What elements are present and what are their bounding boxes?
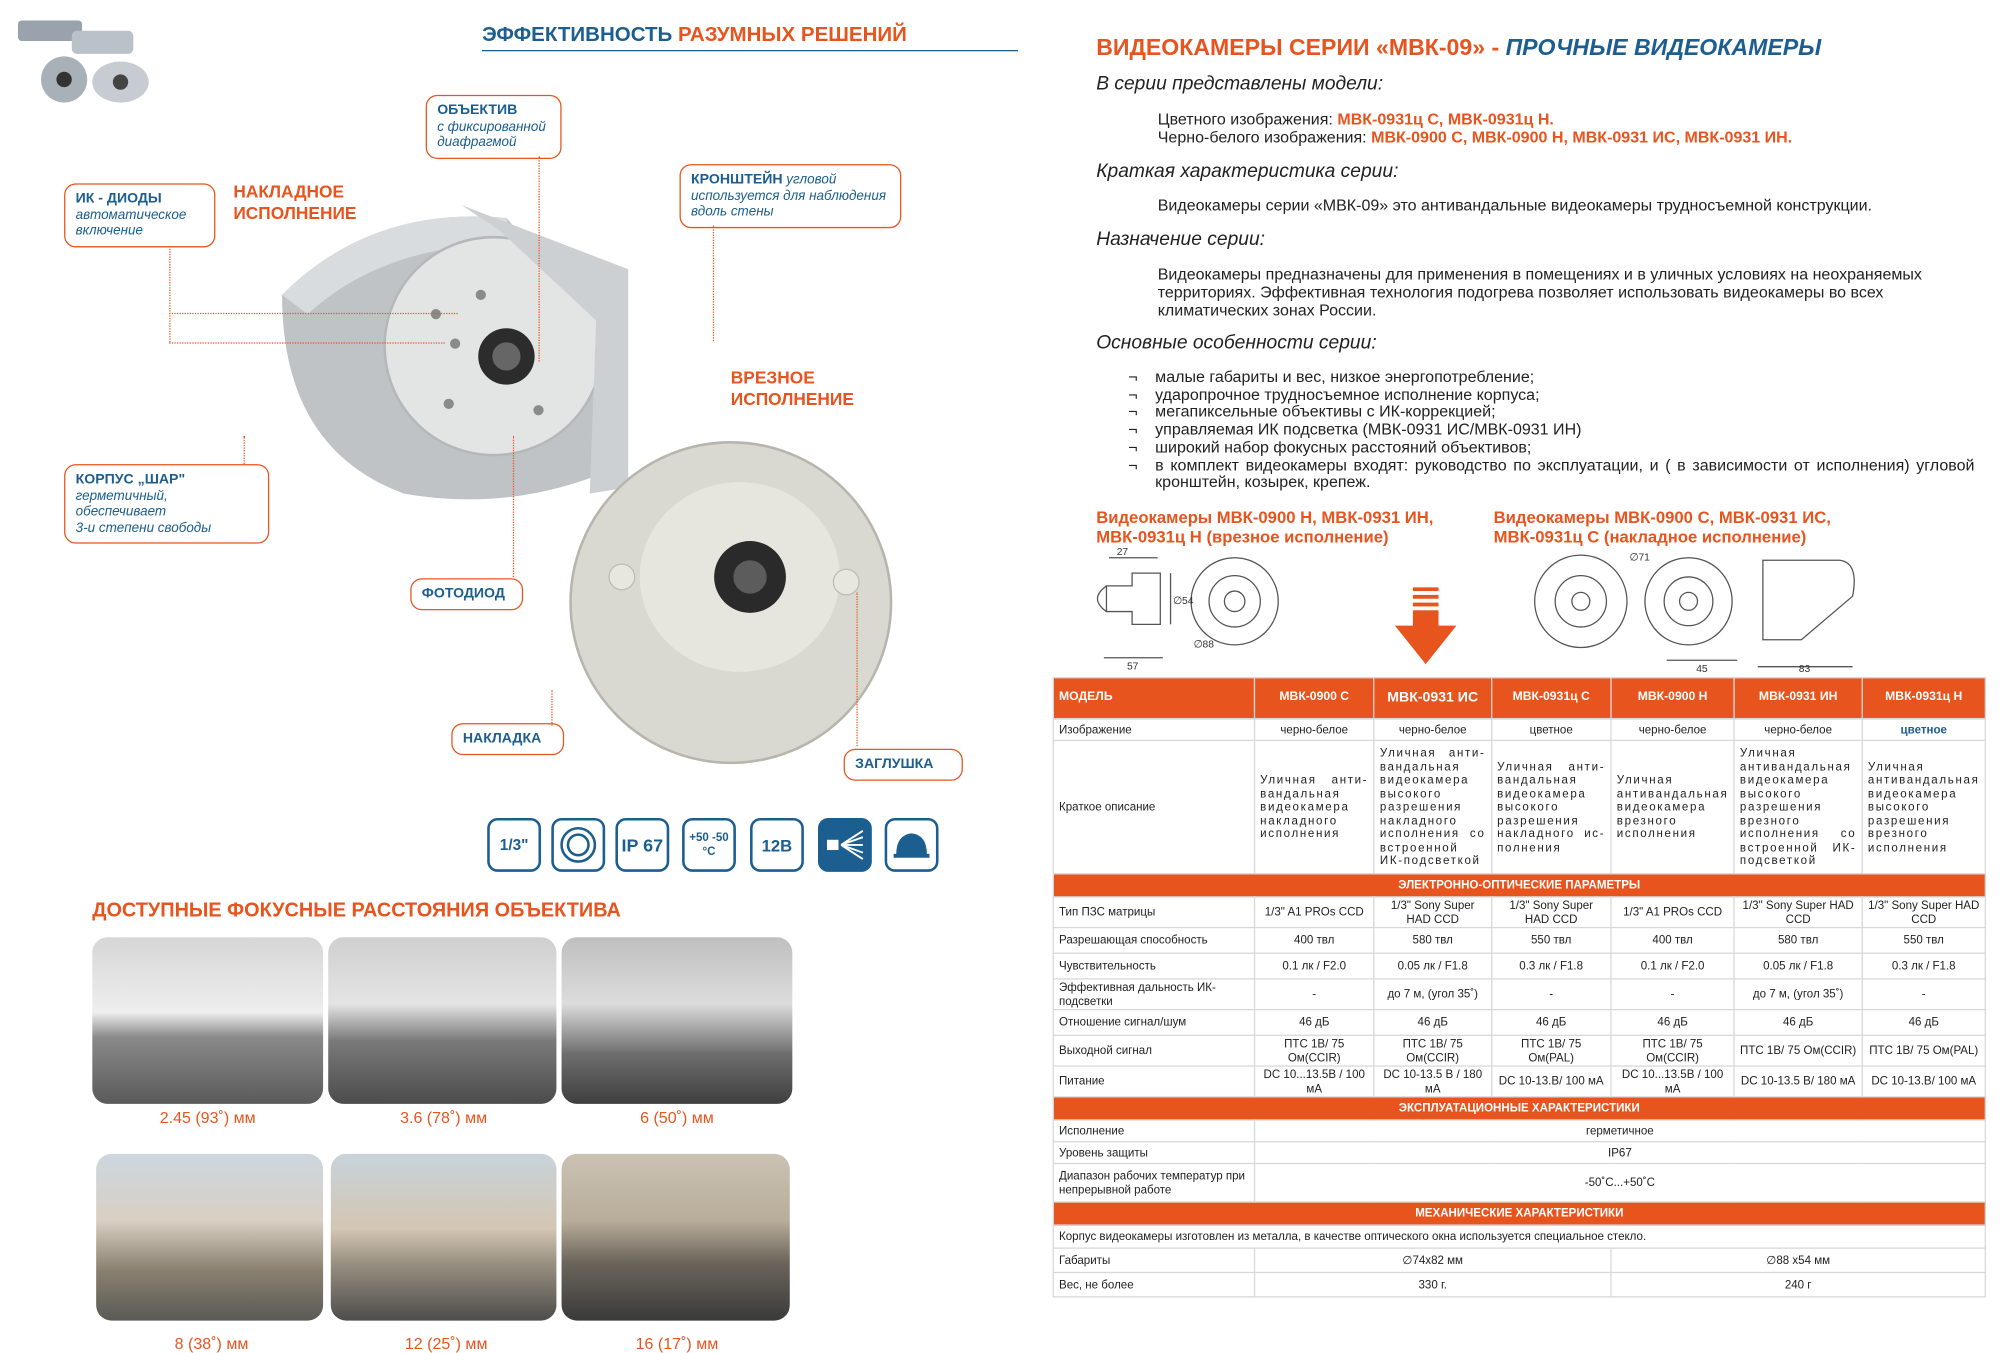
leader-ir-2 [169,313,457,314]
feature-text: малые габариты и вес, низкое энергопотребление; [1155,367,1535,386]
drawing-left-title-line1: Видеокамеры МВК-0900 Н, МВК-0931 ИН, [1096,507,1434,527]
table-cell: DC 10-13.5 В/ 180 мА [1734,1066,1862,1097]
table-cell: DC 10...13.5В / 100 мА [1254,1066,1374,1097]
bullet-icon: ¬ [1128,420,1138,439]
table-cell: 1/3" A1 PROs CCD [1611,897,1734,928]
callout-objective [426,95,562,158]
table-cell: - [1254,979,1374,1010]
focal-photo-1 [92,937,323,1104]
table-row [1053,1120,1985,1142]
callout-bracket-sub3: вдоль стены [691,203,774,220]
table-cell: Уличная анти-вандальная видеокамера высокого разрешения накладного ис-полнения [1491,740,1611,873]
label-nakladnoe-line1: НАКЛАДНОЕ [233,182,345,202]
callout-ir-sub1: автоматическое [75,207,187,223]
leader-ir-3 [169,342,445,343]
dim-depth: 27 [1116,547,1129,559]
table-cell: цветное [1862,719,1985,741]
table-cell: Уличная антивандальная видеокамера врезного исполнения [1611,740,1734,873]
row-label: Разрешающая способность [1053,928,1254,954]
table-cell: 580 твл [1734,928,1862,954]
technical-drawings [1083,545,1865,673]
table-cell: 240 г [1611,1272,1985,1296]
left-title-part1: ЭФФЕКТИВНОСТЬ [482,24,673,47]
left-title [482,24,907,47]
feature-text: широкий набор фокусных расстояний объективов; [1155,438,1532,457]
bullet-icon: ¬ [1128,438,1138,457]
feature-item [1128,369,1974,387]
table-cell: ПТС 1В/ 75 Ом(PAL) [1491,1035,1611,1066]
dim-width-57: 57 [1126,661,1139,673]
table-row [1053,1010,1985,1036]
callout-bracket [680,164,902,227]
bullet-icon: ¬ [1128,385,1138,404]
callout-ir-diodes [64,183,215,246]
table-cell: DC 10...13.5В / 100 мА [1611,1066,1734,1097]
table-row [1053,979,1985,1010]
table-row [1053,1272,1985,1296]
features-list [1128,369,1974,492]
models-color-line [1158,110,1554,128]
brief-text: Видеокамеры серии «МВК-09» это антивандальные видеокамеры трудносъемной конструкции. [1157,196,1873,215]
table-cell: Уличная антивандальная видеокамера высокого разрешения врезного исполнения со встроенной ИК-подсветкой [1734,740,1862,873]
table-cell: черно-белое [1734,719,1862,741]
table-cell: до 7 м, (угол 35˚) [1734,979,1862,1010]
table-row [1053,740,1985,873]
table-cell: 550 твл [1491,928,1611,954]
drawing-right-title [1494,508,1831,546]
table-cell: 550 твл [1862,928,1985,954]
header-model: МОДЕЛЬ [1053,678,1254,719]
spec-table [1053,677,1986,1298]
focal-photo-3 [562,937,793,1104]
focal-photo-4 [96,1154,323,1321]
section-title: МЕХАНИЧЕСКИЕ ХАРАКТЕРИСТИКИ [1053,1202,1985,1225]
row-label: Тип ПЗС матрицы [1053,897,1254,928]
badge-power-label: 12В [761,835,793,855]
drawing-right-title-line2: МВК-0931ц С (накладное исполнение) [1493,526,1807,547]
drawing-right-title-line1: Видеокамеры МВК-0900 С, МВК-0931 ИС, [1493,507,1831,527]
table-row [1053,1142,1985,1164]
table-cell: Уличная анти-вандальная видеокамера накладного исполнения [1254,740,1374,873]
callout-ir-sub2: включение [75,223,143,239]
table-cell: 46 дБ [1491,1010,1611,1036]
focal-photo-2 [328,937,556,1104]
right-title-part2: ПРОЧНЫЕ ВИДЕОКАМЕРЫ [1505,34,1822,61]
table-cell: 46 дБ [1611,1010,1734,1036]
helmet-icon [885,818,939,872]
bullet-icon: ¬ [1128,455,1138,474]
focal-caption-1: 2.45 (93˚) мм [159,1109,256,1127]
row-label: Уровень защиты [1053,1142,1254,1164]
heading-models: В серии представлены модели: [1096,73,1384,95]
dim-width-45: 45 [1696,663,1708,674]
models-bw-prefix: Черно-белого изображения: [1157,128,1367,147]
table-row [1053,719,1985,741]
callout-bracket-sub2: используется для наблюдения [691,187,887,204]
right-title [1096,35,1821,62]
table-cell: до 7 м, (угол 35˚) [1374,979,1491,1010]
table-row [1053,1248,1985,1272]
table-row [1053,1225,1985,1248]
table-cell: 400 твл [1254,928,1374,954]
table-cell: 1/3" Sony Super HAD CCD [1374,897,1491,928]
table-cell: - [1862,979,1985,1010]
table-cell: 400 твл [1611,928,1734,954]
table-row [1053,1164,1985,1202]
table-cell: DC 10-13.В/ 100 мА [1491,1066,1611,1097]
table-cell: цветное [1491,719,1611,741]
table-row [1053,953,1985,979]
drawing-left-title-line2: МВК-0931ц Н (врезное исполнение) [1096,526,1389,547]
table-cell: ∅74x82 мм [1254,1248,1611,1272]
callout-photodiode [410,578,523,609]
table-cell: черно-белое [1254,719,1374,741]
leader-ir-1 [169,246,170,342]
focal-photo-6 [562,1154,790,1321]
table-cell: 1/3" Sony Super HAD CCD [1491,897,1611,928]
callout-bracket-sub1: угловой [786,171,837,188]
ir-light-icon [818,818,872,872]
bullet-icon: ¬ [1128,403,1138,422]
table-cell: герметичное [1254,1120,1985,1142]
row-label: Выходной сигнал [1053,1035,1254,1066]
table-cell: - [1611,979,1734,1010]
lens-icon [551,818,605,872]
table-cell: черно-белое [1374,719,1491,741]
feature-item [1128,422,1974,440]
table-cell: 0.1 лк / F2.0 [1611,953,1734,979]
table-cell: 0.1 лк / F2.0 [1254,953,1374,979]
models-bw-line [1158,128,1792,146]
callout-body-sub1: герметичный, обеспечивает [75,487,168,520]
temperature-icon [682,818,736,872]
section-row-mech [1053,1202,1985,1225]
badge-sensor-label: 1/3" [499,835,529,854]
dim-diameter-88: ∅88 [1193,639,1214,651]
table-cell: 46 дБ [1734,1010,1862,1036]
leader-objective [538,156,539,361]
table-cell: 46 дБ [1374,1010,1491,1036]
table-header-row [1053,678,1985,719]
callout-body-sub2: 3-и степени свободы [75,519,212,536]
header-model-name: МВК-0900 Н [1611,678,1734,719]
dim-diameter-71: ∅71 [1629,552,1650,564]
ip67-icon [615,818,669,872]
feature-item [1128,457,1974,492]
table-cell: 0.05 лк / F1.8 [1734,953,1862,979]
row-label: Отношение сигнал/шум [1053,1010,1254,1036]
section-title: ЭЛЕКТРОННО-ОПТИЧЕСКИЕ ПАРАМЕТРЫ [1053,874,1985,897]
feature-text: ударопрочное трудносъемное исполнение корпуса; [1155,385,1540,404]
label-vreznoe [731,367,854,411]
camera-illustration [231,192,923,795]
focal-caption-5: 12 (25˚) мм [404,1334,488,1353]
focal-section-title: ДОСТУПНЫЕ ФОКУСНЫЕ РАССТОЯНИЯ ОБЪЕКТИВА [92,900,621,922]
models-color-prefix: Цветного изображения: [1157,110,1333,129]
purpose-text: Видеокамеры предназначены для применения в помещениях и в уличных условиях на неохраняемых территориях. Эффективная технология подогрева позволяет использовать видеокамеры во всех климатических зонах России. [1157,265,1922,320]
focal-caption-4: 8 (38˚) мм [174,1334,249,1353]
table-cell: DC 10-13.5 В / 180 мА [1374,1066,1491,1097]
badge-temp-label: +50 -50 °C [689,830,729,858]
header-model-name: МВК-0900 С [1254,678,1374,719]
focal-caption-2: 3.6 (78˚) мм [400,1109,488,1127]
focal-photo-5 [331,1154,557,1321]
row-label: Краткое описание [1053,740,1254,873]
feature-text: управляемая ИК подсветка (МВК-0931 ИС/МВК-0931 ИН) [1155,420,1582,439]
heading-brief: Краткая характеристика серии: [1096,160,1399,183]
table-cell: 1/3" A1 PROs CCD [1254,897,1374,928]
label-nakladnoe-line2: ИСПОЛНЕНИЕ [233,203,357,224]
heading-purpose: Назначение серии: [1096,228,1266,251]
callout-plug [844,749,963,780]
row-label: Эффективная дальность ИК-подсветки [1053,979,1254,1010]
table-cell: 330 г. [1254,1272,1611,1296]
table-cell: -50˚C...+50˚C [1254,1164,1985,1202]
callout-body-title: КОРПУС „ШАР" [75,471,186,488]
table-cell: черно-белое [1611,719,1734,741]
row-label: Исполнение [1053,1120,1254,1142]
table-cell: Уличная антивандальная видеокамера высокого разрешения врезного исполнения [1862,740,1985,873]
section-title: ЭКСПЛУАТАЦИОННЫЕ ХАРАКТЕРИСТИКИ [1053,1097,1985,1120]
table-row [1053,928,1985,954]
callout-objective-sub2: диафрагмой [437,134,517,151]
row-label: Изображение [1053,719,1254,741]
callout-overlay [451,723,564,754]
table-cell: ∅88 x54 мм [1611,1248,1985,1272]
leader-photodiode [513,436,514,577]
feature-text: мегапиксельные объективы с ИК-коррекцией; [1155,403,1496,422]
callout-objective-title: ОБЪЕКТИВ [437,102,518,118]
row-label: Диапазон рабочих температур при непрерывной работе [1053,1164,1254,1202]
focal-caption-3: 6 (50˚) мм [640,1109,714,1127]
bullet-icon: ¬ [1128,367,1138,386]
callout-overlay-title: НАКЛАДКА [462,730,542,747]
cameras-thumbnail [8,3,152,121]
models-color-list: МВК-0931ц С, МВК-0931ц Н. [1337,110,1554,129]
heading-features: Основные особенности серии: [1096,332,1377,354]
feature-text: в комплект видеокамеры входят: руководство по эксплуатации, и ( в зависимости от исполнения) угловой кронштейн, козырек, крепеж. [1155,455,1975,492]
row-label: Питание [1053,1066,1254,1097]
table-cell: Корпус видеокамеры изготовлен из металла, в качестве оптического окна используется специальное стекло. [1053,1225,1985,1248]
row-label: Чувствительность [1053,953,1254,979]
table-cell: 0.05 лк / F1.8 [1374,953,1491,979]
leader-bracket [713,226,714,341]
header-model-name: МВК-0931ц С [1491,678,1611,719]
callout-body-ball [64,464,269,543]
header-model-name: МВК-0931 ИС [1374,678,1491,719]
table-cell: DC 10-13.В/ 100 мА [1862,1066,1985,1097]
right-title-part1: ВИДЕОКАМЕРЫ СЕРИИ «МВК-09» - [1096,34,1500,61]
table-row [1053,1066,1985,1097]
table-cell: ПТС 1В/ 75 Ом(CCIR) [1254,1035,1374,1066]
leader-overlay [551,690,552,726]
left-title-underline [482,50,1018,51]
table-row [1053,897,1985,928]
table-cell: ПТС 1В/ 75 Ом(CCIR) [1611,1035,1734,1066]
dim-width-83: 83 [1798,663,1811,674]
label-vreznoe-line2: ИСПОЛНЕНИЕ [730,389,854,409]
drawing-left-title [1096,508,1433,546]
callout-bracket-title: КРОНШТЕЙН [691,171,783,188]
label-nakladnoe [233,181,356,225]
left-title-part2: РАЗУМНЫХ РЕШЕНИЙ [678,24,907,47]
models-bw-list: МВК-0900 С, МВК-0900 Н, МВК-0931 ИС, МВК-0931 ИН. [1371,128,1793,147]
badge-ip67-label: IP 67 [621,834,664,856]
table-cell: 0.3 лк / F1.8 [1862,953,1985,979]
table-cell: - [1491,979,1611,1010]
label-vreznoe-line1: ВРЕЗНОЕ [730,367,815,388]
table-cell: ПТС 1В/ 75 Ом(PAL) [1862,1035,1985,1066]
chip-icon [487,818,541,872]
row-label: Вес, не более [1053,1272,1254,1296]
callout-objective-sub1: с фиксированной [437,118,546,134]
table-cell: 1/3" Sony Super HAD CCD [1734,897,1862,928]
feature-item [1128,387,1974,405]
section-row-exploit [1053,1097,1985,1120]
table-cell: 1/3" Sony Super HAD CCD [1862,897,1985,928]
callout-photodiode-title: ФОТОДИОД [421,585,505,602]
header-model-name: МВК-0931 ИН [1734,678,1862,719]
section-row-optical [1053,874,1985,897]
header-model-name: МВК-0931ц Н [1862,678,1985,719]
leader-body [244,436,245,464]
table-cell: ПТС 1В/ 75 Ом(CCIR) [1734,1035,1862,1066]
table-cell: 580 твл [1374,928,1491,954]
power-plug-icon [750,818,804,872]
focal-caption-6: 16 (17˚) мм [635,1334,719,1353]
table-cell: 46 дБ [1862,1010,1985,1036]
table-cell: IP67 [1254,1142,1985,1164]
feature-item [1128,404,1974,422]
dim-diameter-54: ∅54 [1173,595,1194,607]
feature-item [1128,440,1974,458]
callout-ir-title: ИК - ДИОДЫ [75,191,162,207]
table-cell: 46 дБ [1254,1010,1374,1036]
table-row [1053,1035,1985,1066]
table-cell: ПТС 1В/ 75 Ом(CCIR) [1374,1035,1491,1066]
arrow-down-icon [1395,587,1457,666]
table-cell: Уличная анти-вандальная видеокамера высокого разрешения накладного исполнения со встроенной ИК-подсветкой [1374,740,1491,873]
leader-plug [856,592,857,746]
row-label: Габариты [1053,1248,1254,1272]
callout-plug-title: ЗАГЛУШКА [855,756,934,772]
table-cell: 0.3 лк / F1.8 [1491,953,1611,979]
